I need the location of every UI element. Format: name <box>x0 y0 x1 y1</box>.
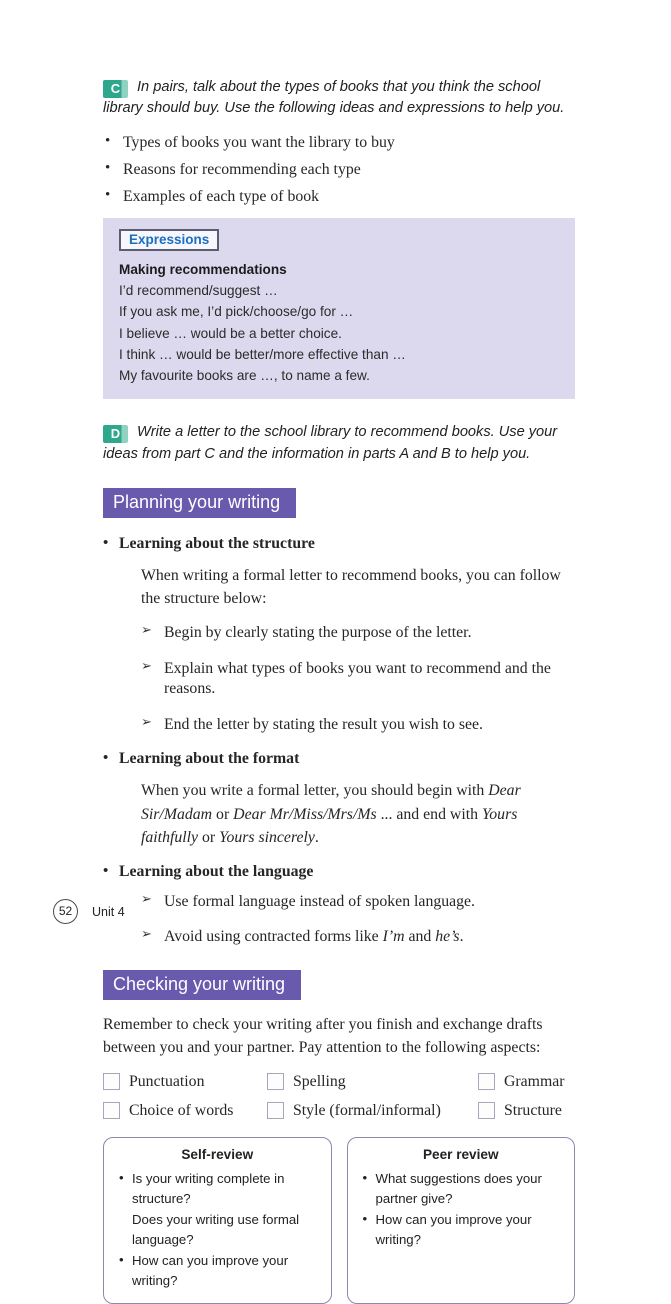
expressions-heading: Making recommendations <box>119 261 287 277</box>
aspect-grammar <box>478 1073 575 1091</box>
expression-line: I believe … would be a better choice. <box>119 325 342 341</box>
aspect-label: Style (formal/informal) <box>293 1101 441 1119</box>
expression-line: If you ask me, I’d pick/choose/go for … <box>119 304 354 320</box>
aspect-structure <box>478 1102 575 1120</box>
checking-header: Checking your writing <box>103 970 301 1000</box>
peer-review-item: • How can you improve your writing? <box>359 1210 564 1251</box>
review-boxes <box>103 1137 575 1304</box>
structure-point: ➢ End the letter by stating the result you wish to see. <box>141 715 575 736</box>
section-title-language: • Learning about the language <box>119 863 575 881</box>
checkbox-choice-of-words[interactable] <box>103 1102 120 1119</box>
language-point: ➢ Use formal language instead of spoken language. <box>141 892 575 913</box>
checkbox-spelling[interactable] <box>267 1073 284 1090</box>
section-language-body <box>141 892 575 948</box>
checking-intro: Remember to check your writing after you finish and exchange drafts between you and your partner. Pay attention to the following aspects: <box>103 1015 543 1057</box>
list-item: • Types of books you want the library to buy <box>105 135 575 151</box>
expression-line: I’d recommend/suggest … <box>119 283 278 299</box>
part-c-instruction-text: In pairs, talk about the types of books that you think the school library should buy. Use the following ideas and expressions to help you. <box>103 78 565 117</box>
part-c-badge: C <box>103 80 128 98</box>
section-structure-body <box>141 564 575 736</box>
peer-review-box <box>347 1137 576 1304</box>
part-d-instruction-text: Write a letter to the school library to recommend books. Use your ideas from part C and the information in parts A and B to help you. <box>103 424 558 463</box>
language-point: ➢ Avoid using contracted forms like I’m and he’s. <box>141 927 575 948</box>
page-footer <box>53 899 125 924</box>
peer-review-title: Peer review <box>422 1146 499 1162</box>
self-review-item-continuation: Does your writing use formal language? <box>132 1211 300 1248</box>
list-item: • Examples of each type of book <box>105 189 575 205</box>
aspect-choice-of-words <box>103 1102 267 1120</box>
part-d-instruction <box>103 422 575 466</box>
planning-sections <box>119 535 575 948</box>
self-review-title: Self-review <box>181 1146 254 1162</box>
self-review-item: • How can you improve your writing? <box>115 1251 320 1292</box>
checkbox-style[interactable] <box>267 1102 284 1119</box>
format-intro: When you write a formal letter, you should begin with Dear Sir/Madam or Dear Mr/Miss/Mrs/Ms ... and end with Yours faithfully or Yours sincerely. <box>141 782 521 847</box>
aspect-label: Punctuation <box>129 1072 205 1090</box>
structure-intro: When writing a formal letter to recommend books, you can follow the structure below: <box>141 566 561 607</box>
aspect-label: Grammar <box>504 1072 565 1090</box>
list-item: • Reasons for recommending each type <box>105 162 575 178</box>
checkbox-structure[interactable] <box>478 1102 495 1119</box>
part-d-badge: D <box>103 425 128 443</box>
expressions-box <box>103 218 575 399</box>
expression-line: I think … would be better/more effective than … <box>119 346 406 362</box>
aspect-punctuation <box>103 1073 267 1091</box>
self-review-item: • Is your writing complete in structure? <box>115 1169 320 1210</box>
self-review-box <box>103 1137 332 1304</box>
structure-point: ➢ Explain what types of books you want to recommend and the reasons. <box>141 659 575 700</box>
aspect-spelling <box>267 1073 478 1091</box>
aspect-label: Structure <box>504 1101 562 1119</box>
section-title-structure: • Learning about the structure <box>119 535 575 553</box>
part-c-instruction <box>103 77 575 121</box>
section-format-body <box>141 779 575 849</box>
aspects-grid <box>103 1073 575 1120</box>
aspect-label: Choice of words <box>129 1101 234 1119</box>
ideas-list <box>105 135 575 204</box>
aspect-label: Spelling <box>293 1072 346 1090</box>
expressions-label: Expressions <box>119 229 219 251</box>
checkbox-punctuation[interactable] <box>103 1073 120 1090</box>
page-number: 52 <box>53 899 78 924</box>
section-title-format: • Learning about the format <box>119 750 575 768</box>
aspect-style <box>267 1102 478 1120</box>
unit-label: Unit 4 <box>92 904 125 919</box>
planning-header: Planning your writing <box>103 488 296 518</box>
structure-point: ➢ Begin by clearly stating the purpose of the letter. <box>141 623 575 644</box>
expression-line: My favourite books are …, to name a few. <box>119 367 370 383</box>
checkbox-grammar[interactable] <box>478 1073 495 1090</box>
peer-review-item: • What suggestions does your partner give? <box>359 1169 564 1210</box>
